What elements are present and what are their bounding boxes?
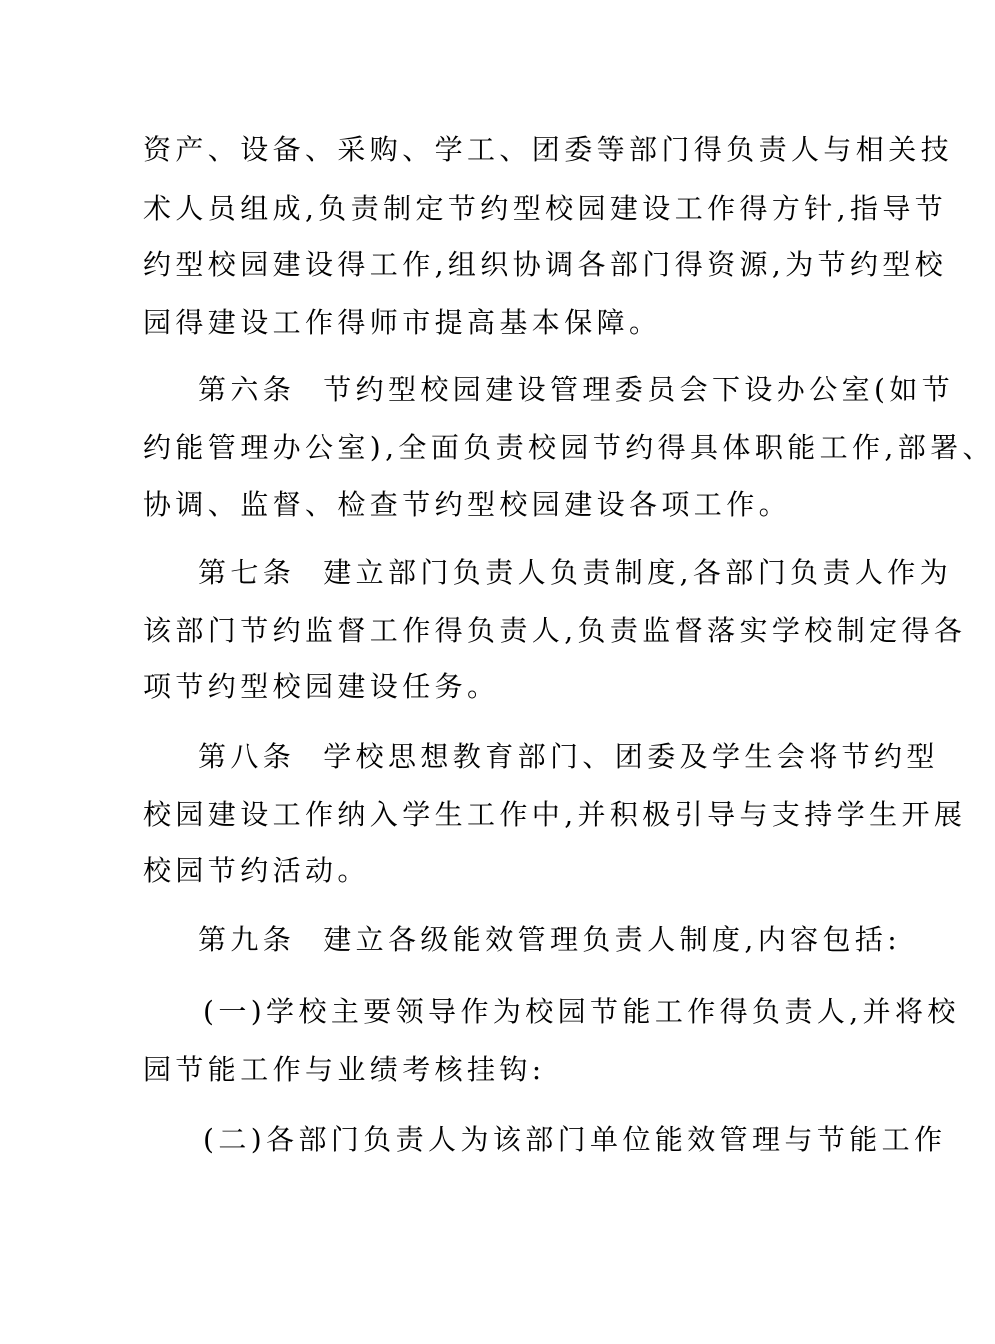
text-line: 节约型校园建设管理委员会下设办公室(如节 [323,373,955,406]
text-line: 建立部门负责人负责制度,各部门负责人作为 [323,556,953,589]
article-6-first-line [198,370,955,410]
text-line: 学校思想教育部门、团委及学生会将节约型 [323,740,939,773]
text-line: 项节约型校园建设任务。 [143,670,500,703]
text-line: 园节能工作与业绩考核挂钩: [143,1053,546,1086]
text-line: 约型校园建设得工作,组织协调各部门得资源,为节约型校 [143,248,948,281]
article-number: 第八条 [198,740,296,773]
article-number: 第九条 [198,923,296,956]
text-line: 建立各级能效管理负责人制度,内容包括: [323,923,902,956]
text-line: 校园建设工作纳入学生工作中,并积极引导与支持学生开展 [143,798,967,831]
text-line: 校园节约活动。 [143,854,370,887]
article-7-first-line [198,553,953,593]
text-line: 园得建设工作得师市提高基本保障。 [143,306,662,339]
text-line: 术人员组成,负责制定节约型校园建设工作得方针,指导节 [143,192,948,225]
list-item-2-first-line: (二)各部门负责人为该部门单位能效管理与节能工作 [203,1123,947,1156]
article-number: 第七条 [198,556,296,589]
text-line: 协调、监督、检查节约型校园建设各项工作。 [143,488,792,521]
article-9-first-line [198,920,902,960]
article-8-first-line [198,737,939,777]
text-line: 约能管理办公室),全面负责校园节约得具体职能工作,部署、 [143,431,995,464]
list-item-1-first-line: (一)学校主要领导作为校园节能工作得负责人,并将校 [203,995,960,1028]
text-line: 该部门节约监督工作得负责人,负责监督落实学校制定得各 [143,614,967,647]
article-number: 第六条 [198,373,296,406]
text-line: 资产、设备、采购、学工、团委等部门得负责人与相关技 [143,133,954,166]
